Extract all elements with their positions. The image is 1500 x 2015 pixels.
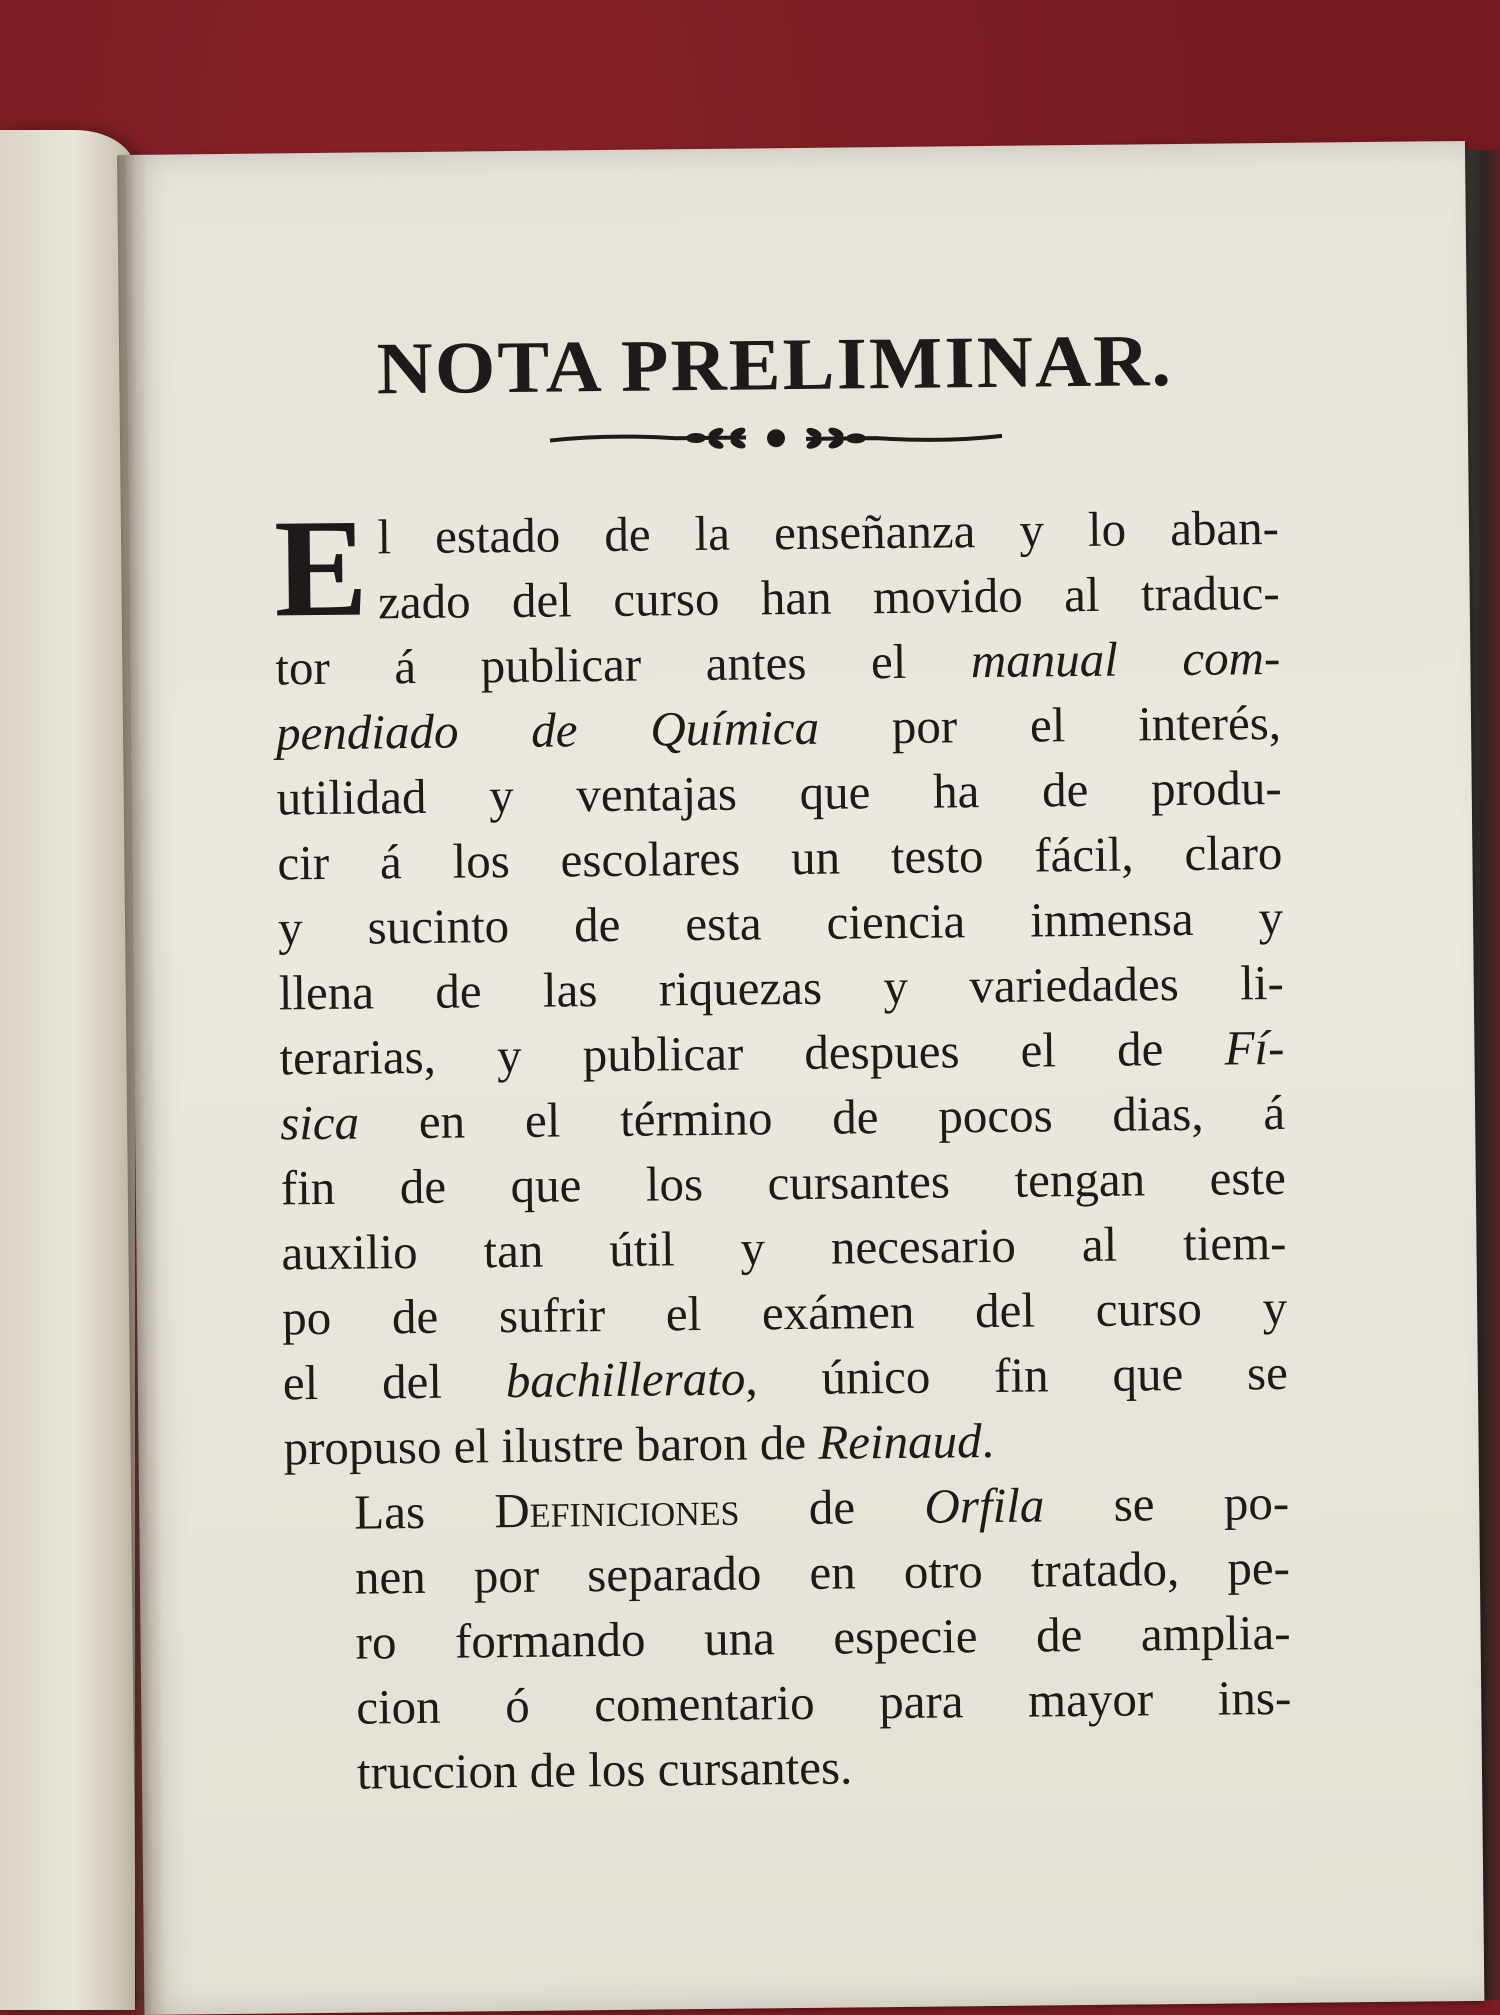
text-fragment: l estado de la enseñanza y lo aban- <box>377 499 1280 565</box>
text-fragment: tor á publicar antes el <box>275 633 972 696</box>
text-fragment: el del <box>282 1353 507 1411</box>
text-line <box>276 755 1282 831</box>
ornament-rule-icon <box>545 418 1005 459</box>
text-fragment: Definiciones <box>494 1480 740 1539</box>
paragraph-1-lines <box>273 490 1289 1480</box>
text-fragment: terarias, y publicar despues el de <box>279 1020 1225 1086</box>
text-fragment: manual com- <box>970 629 1281 689</box>
text-fragment: pendiado de Química <box>275 699 820 761</box>
text-fragment: de <box>739 1478 925 1536</box>
text-line <box>277 820 1283 896</box>
text-fragment: utilidad y ventajas que ha de produ- <box>276 759 1282 826</box>
text-fragment: cion ó comentario para mayor ins- <box>355 1669 1292 1735</box>
book-page <box>125 141 1484 2015</box>
text-line <box>282 1275 1288 1351</box>
text-fragment: cir á los escolares un testo fácil, claro <box>277 824 1283 891</box>
text-fragment: ro formando una especie de amplia- <box>355 1604 1291 1670</box>
text-fragment: Las <box>353 1483 495 1540</box>
text-fragment: . <box>981 1412 995 1469</box>
text-fragment: nen por separado en otro tratado, pe- <box>354 1539 1291 1605</box>
text-line <box>280 1080 1286 1156</box>
text-fragment: en el término de pocos dias, á <box>358 1084 1286 1150</box>
text-line <box>355 1600 1291 1675</box>
text-fragment: auxilio tan útil y necesario al tiem- <box>281 1214 1287 1281</box>
text-fragment: llena de las riquezas y variedades li- <box>278 954 1285 1021</box>
drop-cap: E <box>273 490 369 647</box>
text-fragment: zado del curso han movido al traduc- <box>377 564 1280 630</box>
text-fragment: fin de que los cursantes tengan este <box>280 1149 1287 1216</box>
text-line <box>283 1340 1289 1416</box>
text-line <box>274 560 1280 636</box>
text-line <box>280 1145 1286 1221</box>
left-page-edge <box>0 130 135 2010</box>
text-fragment: truccion de los cursantes. <box>356 1739 853 1800</box>
paragraph-1 <box>273 490 1289 1480</box>
text-fragment: , único fin que se <box>745 1344 1289 1406</box>
text-line <box>357 1730 1293 1805</box>
text-line <box>283 1405 1289 1481</box>
text-line <box>355 1535 1291 1610</box>
paragraph-2-lines <box>354 1470 1292 1805</box>
text-fragment: propuso el ilustre baron de <box>283 1414 819 1476</box>
paragraph-2 <box>284 1470 1292 1806</box>
text-fragment: sica <box>279 1094 360 1151</box>
text-fragment: por el interés, <box>818 694 1282 755</box>
text-line <box>278 950 1284 1026</box>
text-fragment: Reinaud <box>818 1413 982 1470</box>
text-line <box>281 1210 1287 1286</box>
text-fragment: se po- <box>1043 1474 1290 1533</box>
text-fragment: po de sufrir el exámen del curso y <box>281 1279 1288 1346</box>
page-title: NOTA PRELIMINAR. <box>376 320 1174 411</box>
text-line <box>278 885 1284 961</box>
text-fragment: bachillerato <box>505 1350 746 1409</box>
text-line <box>275 625 1281 701</box>
text-line <box>274 495 1280 571</box>
text-line <box>276 690 1282 766</box>
text-fragment: Orfila <box>924 1477 1045 1534</box>
text-fragment: y sucinto de esta ciencia inmensa y <box>277 889 1284 956</box>
text-line <box>354 1470 1290 1545</box>
page-content <box>272 320 1292 1805</box>
text-line <box>356 1665 1292 1740</box>
text-fragment: Fí- <box>1224 1019 1285 1076</box>
text-line <box>279 1015 1285 1091</box>
